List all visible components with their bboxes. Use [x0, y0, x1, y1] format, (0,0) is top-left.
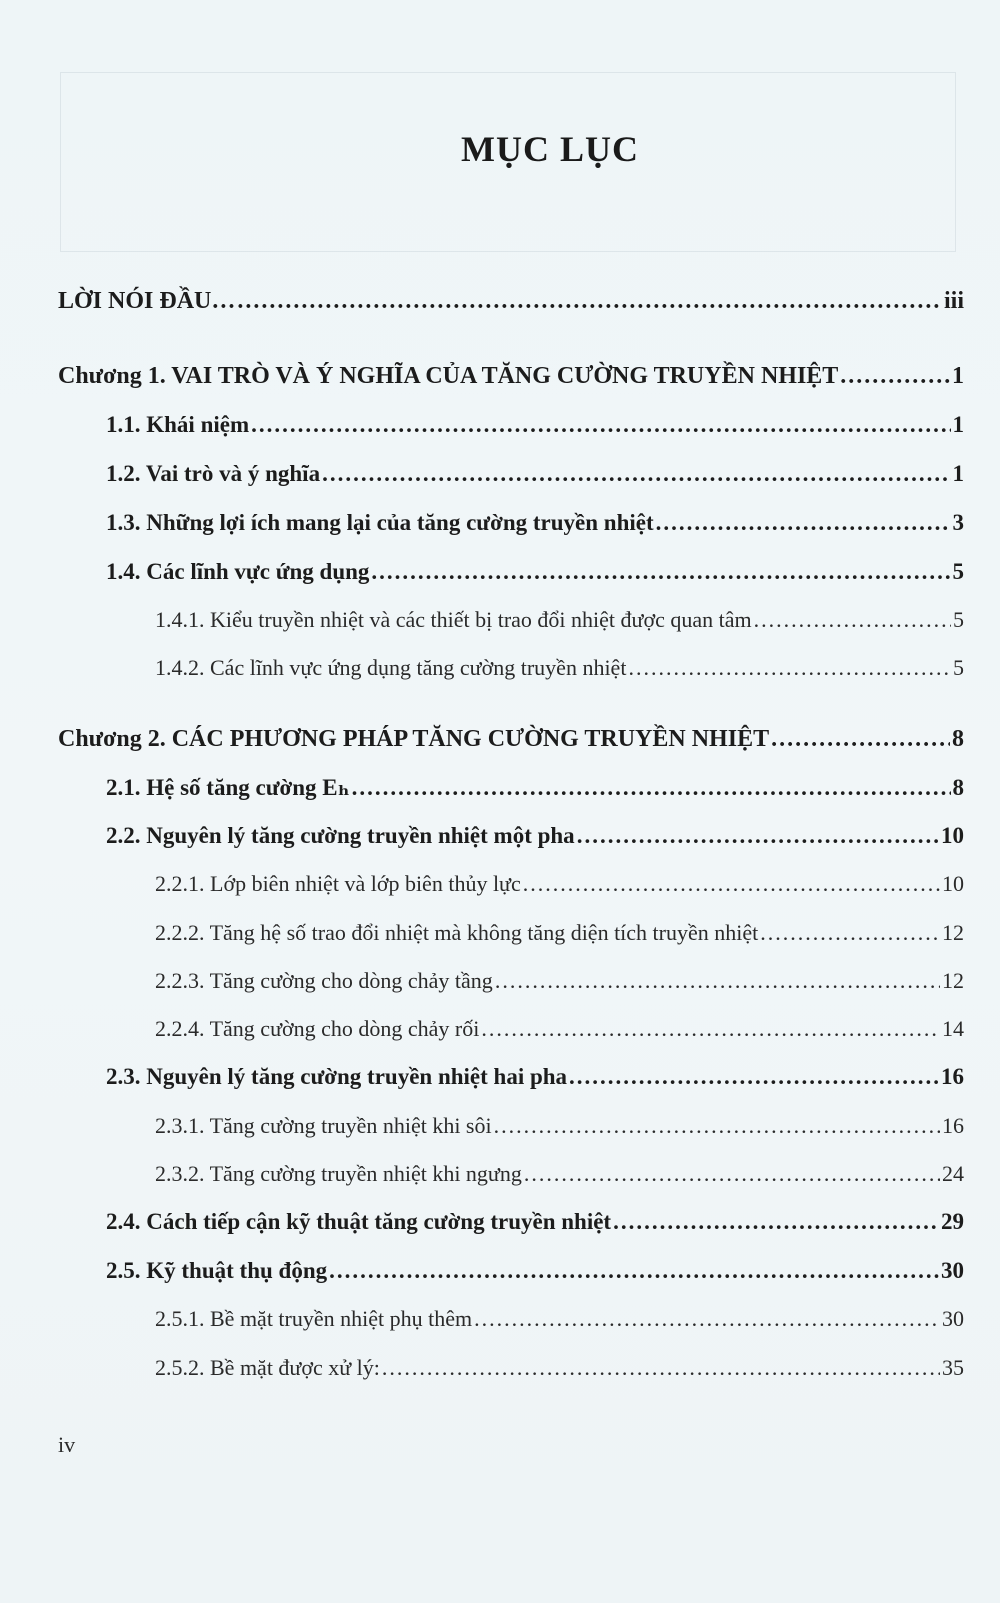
- toc-entry-label: 1.4.2. Các lĩnh vực ứng dụng tăng cường truyền nhiệt: [155, 655, 627, 680]
- toc-entry-page: 8: [952, 775, 964, 800]
- toc-entry-page: 1: [952, 461, 964, 486]
- toc-entry-page: 12: [942, 968, 964, 993]
- toc-entry-2-3-1[interactable]: [155, 1109, 964, 1143]
- toc-entry-2-5-1[interactable]: [155, 1302, 964, 1336]
- dot-leader: [251, 408, 950, 442]
- toc-entry-1-3[interactable]: [106, 506, 964, 540]
- toc-entry-page: iii: [943, 288, 964, 314]
- toc-entry-page: 30: [942, 1306, 964, 1331]
- toc-entry-page: 5: [952, 559, 964, 584]
- dot-leader: [352, 771, 951, 805]
- dot-leader: [577, 819, 939, 853]
- toc-entry-label: 2.4. Cách tiếp cận kỹ thuật tăng cường truyền nhiệt: [106, 1209, 612, 1234]
- toc-entry-2-2-1[interactable]: [155, 867, 964, 901]
- dot-leader: [329, 1254, 939, 1288]
- page-title: MỤC LỤC: [461, 129, 639, 169]
- toc-entry-label: 2.2. Nguyên lý tăng cường truyền nhiệt một pha: [106, 823, 575, 848]
- toc-entry-page: 10: [941, 823, 964, 848]
- toc-entry-page: 12: [942, 920, 964, 945]
- toc-entry-1-2[interactable]: [106, 457, 964, 491]
- toc-entry-page: 14: [942, 1016, 964, 1041]
- toc-entry-label: 2.2.1. Lớp biên nhiệt và lớp biên thủy lực: [155, 871, 521, 896]
- dot-leader: [628, 651, 951, 685]
- toc-entry-label: 2.5.2. Bề mặt được xử lý:: [155, 1355, 380, 1380]
- toc-entry-label: 2.3.1. Tăng cường truyền nhiệt khi sôi: [155, 1113, 492, 1138]
- toc-entry-label: 2.5.1. Bề mặt truyền nhiệt phụ thêm: [155, 1306, 473, 1331]
- dot-leader: [494, 1109, 940, 1143]
- toc-entry-preface[interactable]: [58, 284, 964, 318]
- toc-entry-page: 10: [942, 871, 964, 896]
- toc-entry-1-1[interactable]: [106, 408, 964, 442]
- toc-entry-page: 1: [952, 412, 964, 437]
- toc-entry-page: 5: [953, 655, 964, 680]
- dot-leader: [569, 1060, 939, 1094]
- toc-entry-label: 1.1. Khái niệm: [106, 412, 250, 437]
- toc-entry-page: 8: [952, 726, 964, 752]
- toc-entry-label: 1.2. Vai trò và ý nghĩa: [106, 461, 321, 486]
- toc-entry-2-3-2[interactable]: [155, 1157, 964, 1191]
- toc-entry-page: 5: [953, 607, 964, 632]
- toc-entry-label: 1.4.1. Kiểu truyền nhiệt và các thiết bị trao đổi nhiệt được quan tâm: [155, 607, 752, 632]
- dot-leader: [656, 506, 951, 540]
- toc-entry-label: Chương 2. CÁC PHƯƠNG PHÁP TĂNG CƯỜNG TRUYỀN NHIỆT: [58, 726, 770, 752]
- dot-leader: [495, 964, 940, 998]
- dot-leader: [371, 555, 950, 589]
- toc-entry-label: 2.1. Hệ số tăng cường Eₕ: [106, 775, 350, 800]
- dot-leader: [754, 603, 951, 637]
- toc-entry-page: 35: [942, 1355, 964, 1380]
- dot-leader: [237, 284, 942, 318]
- toc-entry-page: 30: [941, 1258, 964, 1283]
- toc-entry-label: 1.3. Những lợi ích mang lại của tăng cường truyền nhiệt: [106, 510, 654, 535]
- dot-leader: [771, 722, 950, 756]
- toc-entry-2-4[interactable]: [106, 1205, 964, 1239]
- toc-entry-label: 2.2.2. Tăng hệ số trao đổi nhiệt mà không tăng diện tích truyền nhiệt: [155, 920, 759, 945]
- toc-entry-2-3[interactable]: [106, 1060, 964, 1094]
- toc-entry-label: LỜI NÓI ĐẦU…: [58, 288, 236, 314]
- toc-entry-label: Chương 1. VAI TRÒ VÀ Ý NGHĨA CỦA TĂNG CƯỜNG TRUYỀN NHIỆT: [58, 363, 839, 389]
- toc-entry-page: 1: [952, 363, 964, 389]
- toc-entry-label: 1.4. Các lĩnh vực ứng dụng: [106, 559, 370, 584]
- toc-entry-1-4-1[interactable]: [155, 603, 964, 637]
- toc-entry-page: 16: [942, 1113, 964, 1138]
- toc-entry-page: 24: [942, 1161, 964, 1186]
- dot-leader: [523, 867, 940, 901]
- toc-entry-chapter-2[interactable]: [58, 722, 964, 756]
- toc-entry-2-5-2[interactable]: [155, 1351, 964, 1385]
- toc-entry-2-2-4[interactable]: [155, 1012, 964, 1046]
- page-number: iv: [58, 1432, 76, 1457]
- toc-entry-label: 2.3.2. Tăng cường truyền nhiệt khi ngưng: [155, 1161, 522, 1186]
- toc-entry-label: 2.3. Nguyên lý tăng cường truyền nhiệt hai pha: [106, 1064, 568, 1089]
- toc-entry-chapter-1[interactable]: [58, 359, 964, 393]
- toc-entry-1-4-2[interactable]: [155, 651, 964, 685]
- toc-entry-2-2-2[interactable]: [155, 916, 964, 950]
- toc-entry-label: 2.5. Kỹ thuật thụ động: [106, 1258, 328, 1283]
- dot-leader: [382, 1351, 940, 1385]
- toc-entry-page: 3: [952, 510, 964, 535]
- toc-entry-2-5[interactable]: [106, 1254, 964, 1288]
- dot-leader: [760, 916, 940, 950]
- toc-entry-page: 16: [941, 1064, 964, 1089]
- dot-leader: [613, 1205, 939, 1239]
- toc-entry-2-1[interactable]: [106, 771, 964, 805]
- toc-entry-2-2[interactable]: [106, 819, 964, 853]
- dot-leader: [481, 1012, 940, 1046]
- dot-leader: [322, 457, 950, 491]
- toc-entry-1-4[interactable]: [106, 555, 964, 589]
- toc-entry-page: 29: [941, 1209, 964, 1234]
- toc-entry-label: 2.2.4. Tăng cường cho dòng chảy rối: [155, 1016, 480, 1041]
- toc-entry-2-2-3[interactable]: [155, 964, 964, 998]
- dot-leader: [840, 359, 950, 393]
- dot-leader: [524, 1157, 940, 1191]
- toc-entry-label: 2.2.3. Tăng cường cho dòng chảy tầng: [155, 968, 493, 993]
- dot-leader: [474, 1302, 940, 1336]
